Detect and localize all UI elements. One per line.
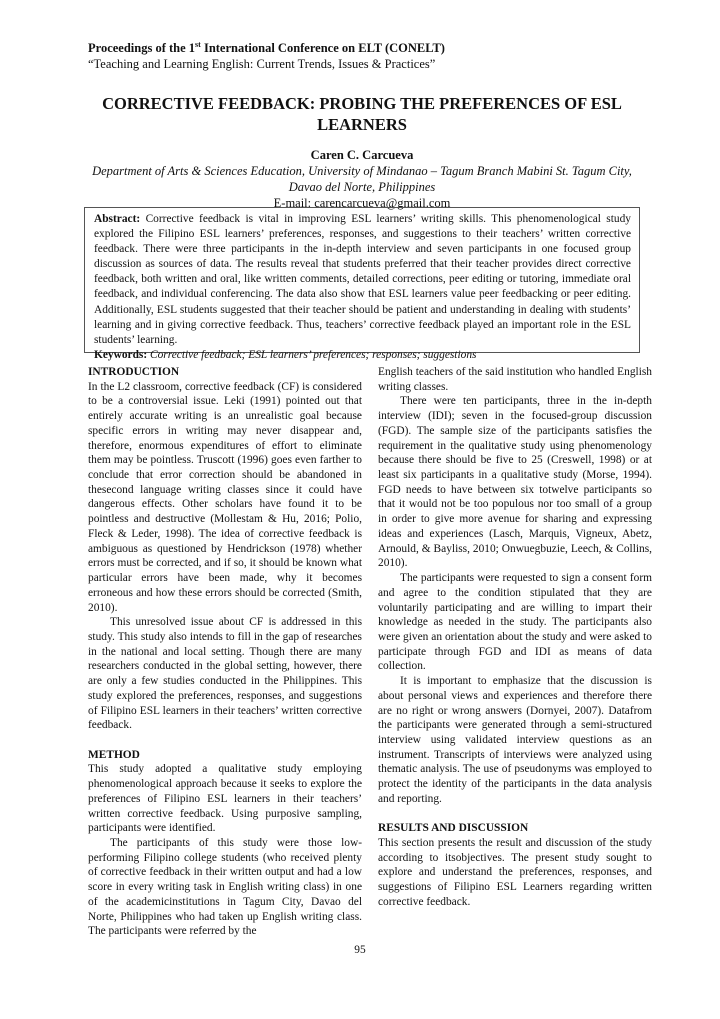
keywords-text: Corrective feedback; ESL learners’ preferences; responses; suggestions <box>147 348 477 361</box>
method-paragraph-2: The participants of this study were those low-performing Filipino college students (who received plenty of corrective feedback in their written output and had a low score in every writing task in English writing class) in one of the academicinstitutions in Tagum City, Davao del Norte, Philippines who had taken up English writing class. The participants were referred by the <box>88 837 362 938</box>
paper-title: CORRECTIVE FEEDBACK: PROBING THE PREFERENCES OF ESL LEARNERS <box>102 94 622 134</box>
method-continued-paragraph: English teachers of the said institution who handled English writing classes. <box>378 366 652 393</box>
introduction-heading: INTRODUCTION <box>88 366 180 378</box>
abstract-box <box>84 207 640 361</box>
participants-paragraph: There were ten participants, three in the in-depth interview (IDI); seven in the focused-group discussion (FGD). The sample size of the participants satisfies the requirement in the qualitative study using phenomenology because there should be five to 25 (Creswell, 1998) or at least six participants in a qualitative study (Morse, 1994). FGD needs to have between six totwelve participants so that it would not be too populous nor too small of a group in order to give more avenue for sharing and expressing ideas and experiences (Lasch, Marquis, Vigneux, Abetz, Arnould, & Bayliss, 2010; Onwuegbuzie, Leech, & Collins, 2010). <box>378 395 652 570</box>
section-gap <box>378 807 652 822</box>
abstract-text: Corrective feedback is vital in improving ESL learners’ writing skills. This phenomenological study explored the Filipino ESL learners’ preferences, responses, and suggestions to their teachers’ written corrective feedback. There were three participants in the in-depth interview and seven participants in one focused group discussion as sources of data. The results reveal that students preferred that their teacher provides direct corrective feedback, both written and oral, like written comments, detailed corrections, peer editing or tutoring, immediate oral feedback, and individual conferencing. The data also show that ESL learners value peer feedbacking or peer editing. Additionally, ESL students suggested that their teacher should be patient and understanding in dealing with students’ learning and in giving corrective feedback. Thus, teachers’ corrective feedback played an important role in the ESL students’ learning. <box>94 213 631 346</box>
introduction-paragraph-2: This unresolved issue about CF is addressed in this study. This study also intends to fill in the gap of researches in the national and local setting. Though there are many researchers conducted in the global setting, however, there are only a few studies conducted in the Philippines. This study explored the preferences, responses, and suggestions of Filipino ESL learners in their teachers’ written corrective feedback. <box>88 616 362 732</box>
keywords-line <box>94 348 631 363</box>
method-heading: METHOD <box>88 748 140 761</box>
introduction-paragraph-1: In the L2 classroom, corrective feedback (CF) is considered to be a controversial issue. Leki (1991) pointed out that entirely accurate writing is an unrealistic goal because specific errors in writing may never disappear and, therefore, enormous expenditures of effort to eliminate them may be pointless. Truscott (1996) goes even farther to conclude that error correction should be abandoned in thesecond language writing classes since it could have dangerous effects. Other scholars have found it to be pointless and destructive (Mollestam & Hu, 2016; Polio, Fleck & Leder, 1998). The idea of corrective feedback is ambiguous as questioned by Hendrickson (1978) whether errors must be corrected, and if so, it should be known what particular errors have been made, why it becomes erroneous and how these errors should be corrected (Smith, 2010). <box>88 380 362 614</box>
consent-paragraph: The participants were requested to sign a consent form and agree to the condition stipulated that they are voluntarily participating and are willing to impart their knowledge as needed in the study. The participants also were given an orientation about the study and were asked to participate through FGD and IDI as means of data collection. <box>378 572 652 673</box>
results-heading: RESULTS AND DISCUSSION <box>378 822 529 835</box>
abstract-label: Abstract: <box>94 213 141 225</box>
running-header <box>88 40 648 72</box>
section-gap <box>88 733 362 748</box>
author-block <box>88 147 636 211</box>
conference-name-prefix: Proceedings of the 1 <box>88 41 196 55</box>
conference-theme: “Teaching and Learning English: Current Trends, Issues & Practices” <box>88 57 436 71</box>
abstract-paragraph <box>94 212 631 348</box>
conference-name <box>88 40 648 56</box>
conference-name-suffix: International Conference on ELT (CONELT) <box>200 41 445 55</box>
keywords-label: Keywords: <box>94 348 148 361</box>
author-affiliation: Department of Arts & Sciences Education, University of Mindanao – Tagum Branch Mabini St. Tagum City, Davao del Norte, Philippines <box>92 164 632 194</box>
page-number: 95 <box>354 944 366 956</box>
author-name: Caren C. Carcueva <box>310 148 414 162</box>
data-collection-paragraph: It is important to emphasize that the discussion is about personal views and experiences and therefore there are no right or wrong answers (Dornyei, 2007). Datafrom the participants were generated through a semi-structured interview using validated interview questions as an instrument. Transcripts of interviews were analyzed using thematic analysis. The use of pseudonyms was employed to protect the identity of the participants in the data analysis and reporting. <box>378 675 652 805</box>
author-email: E-mail: carencarcueva@gmail.com <box>273 196 451 210</box>
results-paragraph-1: This section presents the result and discussion of the study according to itsobjectives. The present study sought to explore and understand the preferences, responses, and suggestions of Filipino ESL Learners regarding written corrective feedback. <box>378 837 652 908</box>
left-column <box>88 365 362 939</box>
right-column <box>378 365 652 910</box>
method-paragraph-1: This study adopted a qualitative study employing phenomenological approach because it seeks to explore the preferences of Filipino ESL learners in their teachers’ written corrective feedback. Using purposive sampling, participants were identified. <box>88 763 362 835</box>
conference-ordinal-sup: st <box>195 39 201 49</box>
